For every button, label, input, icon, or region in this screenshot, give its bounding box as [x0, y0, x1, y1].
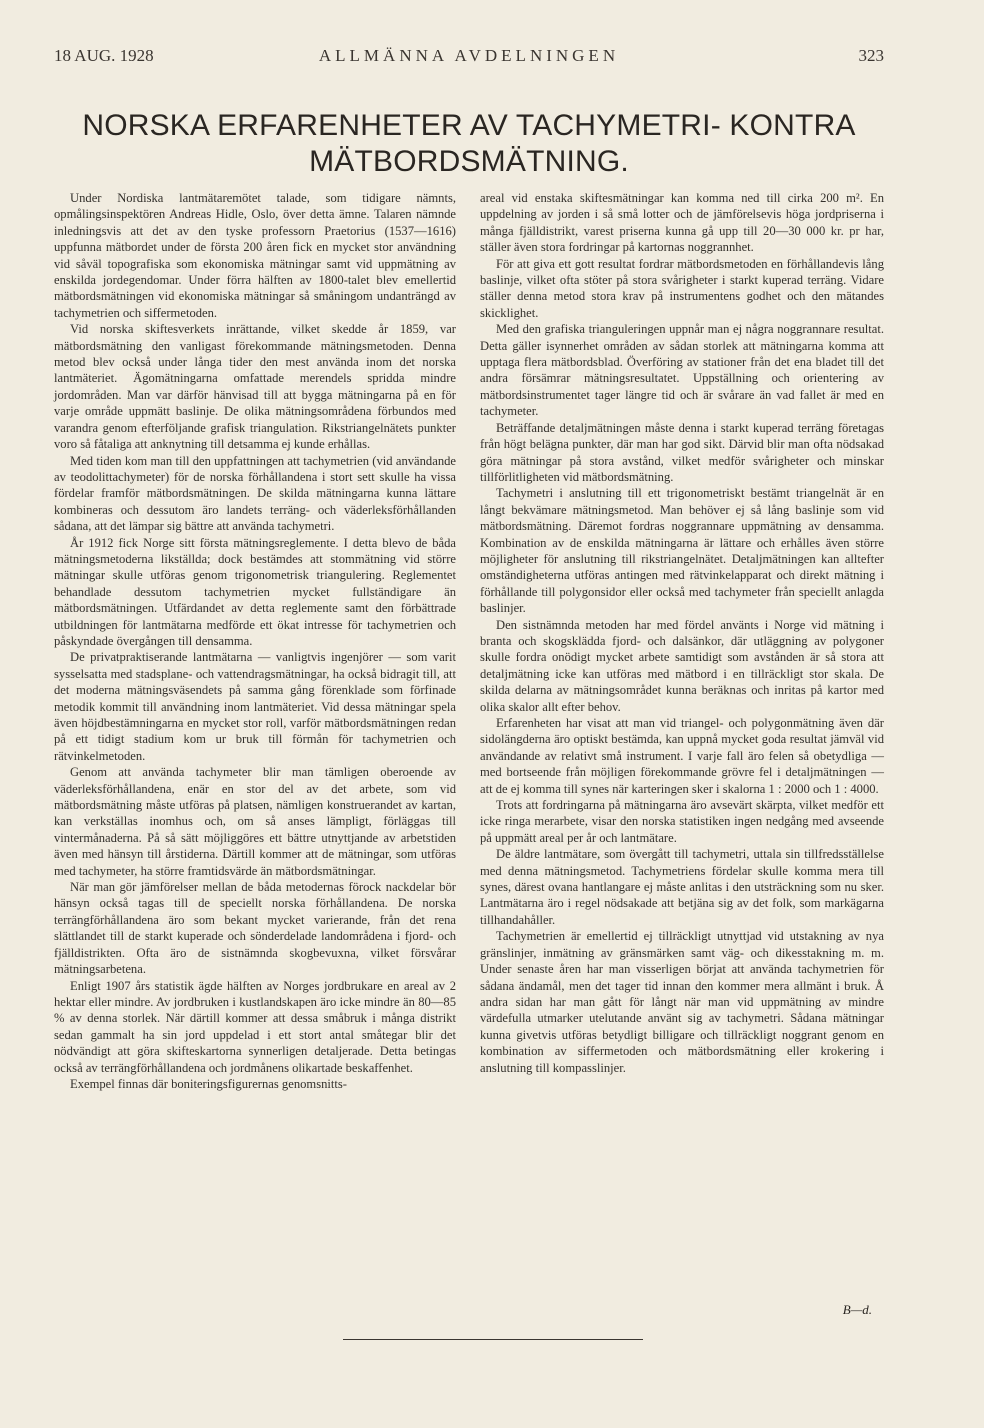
running-header: [54, 46, 884, 72]
paragraph: Genom att använda tachymeter blir man tämligen oberoende av väderleksförhållandena, enär en stor del av det arbete, som vid mätbordsmätning måste utföras på platsen, nämligen konstruerandet av kartan, kan verkställas inomhus och, om så anses lämpligt, förläggas till vintermånaderna. På så sätt möjliggöres ett bättre utnyttjande av arbetstiden även med hänsyn till årstiderna. Därtill kommer att de mätningar, som utföras med tachymeter, ha större framtidsvärde än mätbordsmätningar.: [54, 765, 456, 878]
article-title: [54, 108, 884, 180]
paragraph: Vid norska skiftesverkets inrättande, vilket skedde år 1859, var mätbordsmätning den vanligast förekommande mätningsmetoden. Denna metod blev också under långa tider den mest använda inom det norska lantmäteriet. Ägomätningarna omfattade merendels spridda mindre jordområden. Man var därför hänvisad till att bygga mätningarna på en för varje område uppmätt baslinje. De olika mätningsområdena förbundos med varandra genom efterföljande grafisk triangulation. Rikstriangelnätets punkter voro så fåtaliga att anknytning till detsamma ej kunde erhållas.: [54, 322, 456, 452]
paragraph: Trots att fordringarna på mätningarna äro avsevärt skärpta, vilket medför ett icke ringa merarbete, visar den norska statistiken ingen nedgång med avseende på uppmätt areal per år och lantmätare.: [480, 798, 884, 845]
paragraph: Beträffande detaljmätningen måste denna i starkt kuperad terräng företagas från högt belägna punkter, där man har god sikt. Därvid blir man ofta nödsakad göra mätningar på stora avstånd, vilket medför svårigheter och minskar tillförlitligheten vid mätbordsmätning.: [480, 420, 884, 484]
paragraph: De äldre lantmätare, som övergått till tachymetri, uttala sin tillfredsställelse med denna mätningsmetod. Tachymetriens fördelar skulle komma mera till synes, därest ovana hantlangare ej måste anlitas i den utsträckning som nu sker. Lantmätarna äro i regel nödsakade att betjäna sig av det folk, som markägarna tillhandahåller.: [480, 847, 884, 927]
article-title-line-2: MÄTBORDSMÄTNING.: [309, 145, 629, 178]
page-number: 323: [858, 46, 884, 65]
issue-date: 18 AUG. 1928: [54, 46, 154, 65]
paragraph: Med tiden kom man till den uppfattningen att tachymetrien (vid användande av teodolittachymeter) för de norska förhållandena i stort sett skulle ha vissa fördelar framför mätbordsmätningen. De skilda mätningarna kunna lättare kombineras och dessutom äro landets terräng- och väderleksförhållanden sådana, att det lämpar sig bättre att använda tachymetri.: [54, 453, 456, 534]
article-title-line-1: NORSKA ERFARENHETER AV TACHYMETRI- KONTRA: [82, 109, 856, 142]
author-signature: B—d.: [842, 1302, 872, 1317]
paragraph: Den sistnämnda metoden har med fördel använts i Norge vid mätning i branta och skogsklädda fjord- och dalsänkor, där utläggning av polygoner skulle fordra onödigt mycket arbete samtidigt som avstånden är så stora att detaljmätning icke kan utföras med mätbord i en tillräckligt stor skala. De skilda delarna av mätningsområdet kunna beräknas och inritas på kartor med olika skalor allt efter behov.: [480, 617, 884, 714]
paragraph: Tachymetrien är emellertid ej tillräckligt utnyttjad vid utstakning av nya gränslinjer, inmätning av gränsmärken samt väg- och dikesstakning m. m. Under senaste åren har man visserligen börjat att använda tachymetrien för sådana ändamål, men det tager tid innan den kommer mera allmänt i bruk. Å andra sidan har man gått för långt när man vid uppmätning av mindre värdefulla utmarker utelutande använt sig av tachymetri. Sådana mätningar kunna givetvis utföras betydligt billigare och tillräckligt noggrant genom en kombination av siffermetoden och mätbordsmätning eller krokering i anslutning till kompasslinjer.: [480, 929, 884, 1075]
paragraph: För att giva ett gott resultat fordrar mätbordsmetoden en förhållandevis lång baslinje, vilket ofta stöter på stora svårigheter i starkt kuperad terräng. Vidare ställer denna metod stora krav på instrumentens godhet och den mätandes skicklighet.: [480, 256, 884, 320]
paragraph: areal vid enstaka skiftesmätningar kan komma ned till cirka 200 m². En uppdelning av jorden i så små lotter och de jämförelsevis höga jordpriserna i många fjälldistrikt, varest priserna kunna gå upp till 20—30 000 kr. pr har, ställer även stora fordringar på kartornas noggrannhet.: [480, 191, 884, 255]
paragraph: När man gör jämförelser mellan de båda metodernas förock nackdelar bör hänsyn också tagas till de speciellt norska förhållandena. De norska terrängförhållandena äro som bekant mycket varierande, från det rena slättlandet till de starkt kuperade och sönderdelade landområdena i fjord- och fjälldistrikten. Ofta äro de sistnämnda skogbevuxna, vilket försvårar mätningsarbetena.: [54, 880, 456, 977]
paragraph: De privatpraktiserande lantmätarna — vanligtvis ingenjörer — som varit sysselsatta med stadsplane- och vattendragsmätningar, ha också bidragit till, att det moderna mätningsväsendets på samma gång förenklade som förfinade metodik kommit till användning inom lantmäteriet. Vid dessa mätningar spela även höjdbestämningarna en mycket stor roll, varför mätbordsmätningen redan på ett tidigt stadium kom ur bruk till förmån för tachymetrien och rätvinkelmetoden.: [54, 650, 456, 763]
paragraph: Med den grafiska trianguleringen uppnår man ej några noggrannare resultat. Detta gäller isynnerhet områden av sådan storlek att mätningarna komma att upptaga flera mätbordsblad. Överföring av stationer från det ena bladet till det andra försämrar mätningsresultatet. Uppställning och orientering av mätbordsinstrumentet tager längre tid och är svårare än vad fallet är med en tachymeter.: [480, 322, 884, 419]
paragraph: År 1912 fick Norge sitt första mätningsreglemente. I detta blevo de båda mätningsmetoderna likställda; dock bestämdes att stommätning vid större mätningar skulle utföras genom trigonometrisk triangulering. Reglementet behandlade dessutom tachymetrien mycket fullständigare än mätbordsmätningen. Utfärdandet av detta reglemente samt den förbättrade utbildningen för lantmätarna medförde ett ökat intresse för tachymetrien och påskyndade övergången till densamma.: [54, 535, 456, 648]
left-column: [54, 190, 456, 1092]
paragraph: Exempel finnas där boniteringsfigurernas genomsnitts-: [70, 1076, 347, 1091]
paragraph: Enligt 1907 års statistik ägde hälften av Norges jordbrukare en areal av 2 hektar eller mindre. Av jordbruken i kustlandskapen äro icke mindre än 80—85 % av denna storlek. När därtill kommer att dessa småbruk i många distrikt sedan gammalt ha sin jord uppdelad i ett stort antal småtegar blir det nödvändigt att göra skifteskartorna synnerligen detaljerade. Detta betingas också av terrängförhållandena och jordmånens olikartade beskaffenhet.: [54, 978, 456, 1075]
paragraph: Under Nordiska lantmätaremötet talade, som tidigare nämnts, opmålingsinspektören Andreas Hidle, Oslo, över detta ämne. Talaren nämnde inledningsvis att det av den tyske professorn Praetorius (1537—1616) uppfunna mätbordet under de första 200 åren fick en mycket stor användning vid såväl topografiska som ekonomiska mätningar samt vid uppmätning av enskilda jordegendomar. Under förra hälften av 1800-talet blev emellertid mätbordsmätningen vid ekonomiska mätningar så småningom undanträngd av tachymetrien och siffermetoden.: [54, 191, 456, 320]
section-name: ALLMÄNNA AVDELNINGEN: [318, 46, 620, 65]
end-rule: [343, 1339, 643, 1340]
paragraph: Erfarenheten har visat att man vid triangel- och polygonmätning även där sidolängderna äro optiskt bestämda, kan uppnå mycket goda resultat jämväl vid användande av relativt små instrument. I varje fall äro felen så obetydliga — med bortseende från möjligen förekommande grövre fel i detaljmätningen — att de ej komma till synes när karteringen sker i skalorna 1 : 2000 och 1 : 4000.: [480, 716, 884, 796]
right-column: [480, 190, 884, 1076]
paragraph: Tachymetri i anslutning till ett trigonometriskt bestämt triangelnät är en långt bekvämare mätningsmetod. Man behöver ej så lång baslinje som vid mätbordsmätning. Däremot fordras noggrannare uppmätning av densamma. Kombination av de enskilda mätningarna är lättare och erhålles även större möjligheter för anslutning till rikstriangelnätet. Detaljmätningen kan alltefter omständigheterna utföras antingen med rätvinkelapparat och direkt mätning i förhållande till polygonsidor eller också med tachymeter från speciellt anlagda baslinjer.: [480, 486, 884, 616]
